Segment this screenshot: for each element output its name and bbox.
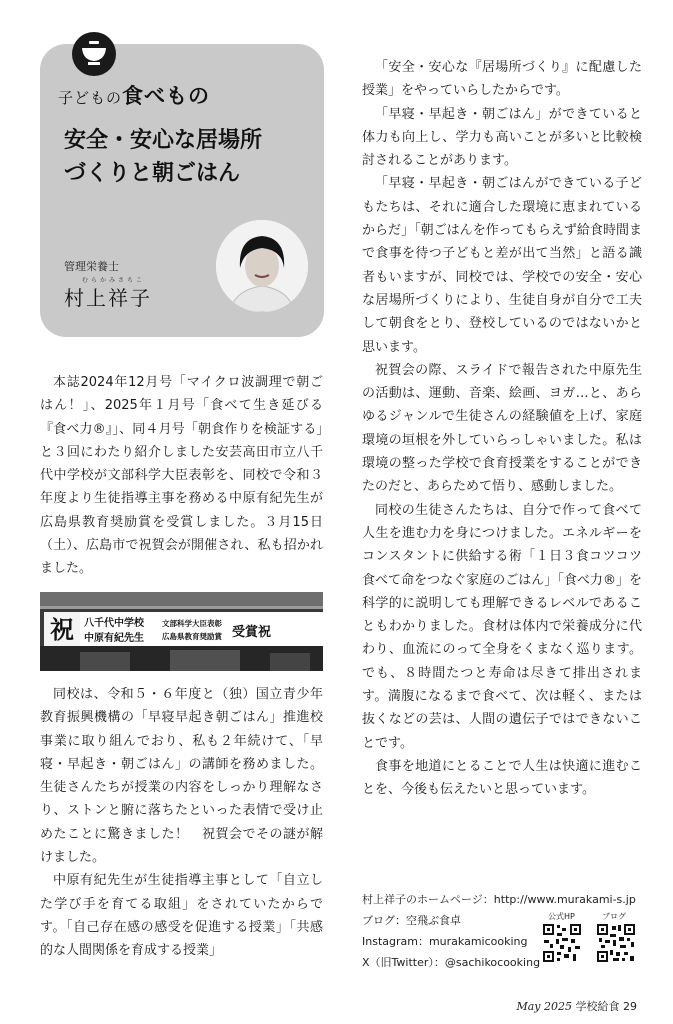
series-label bbox=[58, 80, 210, 110]
celebration-photo bbox=[40, 592, 323, 671]
qr-label-blog: ブログ bbox=[602, 912, 626, 921]
left-column-bottom bbox=[40, 683, 323, 963]
author-name-ruby: むらかみさちこ bbox=[82, 277, 146, 284]
banner-award-3: 受賞祝 bbox=[232, 625, 272, 640]
issue-date: May 2025 bbox=[516, 1000, 572, 1013]
article-title bbox=[64, 124, 319, 190]
paragraph: 食事を地道にとることで人生は快適に進むことを、今後も伝えたいと思っています。 bbox=[362, 758, 642, 798]
rice-bowl-icon bbox=[72, 32, 116, 76]
banner-award-1: 文部科学大臣表彰 bbox=[162, 619, 222, 628]
paragraph: 「早寝・早起き・朝ごはん」ができていると体力も向上し、学力も高いことが多いと比較検討されることがあります。 bbox=[362, 106, 642, 169]
qr-label-official-hp: 公式HP bbox=[548, 912, 575, 921]
banner-teacher-name: 中原有紀先生 bbox=[84, 633, 144, 644]
paragraph: 同校は、令和５・６年度と（独）国立青少年教育振興機構の「早寝早起き朝ごはん」推進校事業に取り組んでおり、私も２年続けて、「早寝・早起き・朝ごはん」の講師を務めました。生徒さんたちが授業の内容をしっかり理解なさり、ストンと腑に落ちたといった表情で受け止めたことに驚きました！ 祝賀会でその謎が解けました。 bbox=[40, 687, 323, 866]
magazine-name: 学校給食 bbox=[575, 1000, 620, 1013]
page-footer bbox=[516, 998, 637, 1014]
qr-code-blog-icon[interactable] bbox=[596, 923, 636, 963]
paragraph: 「早寝・早起き・朝ごはんができている子どもたちは、それに適合した環境に恵まれているからだ」「朝ごはんを作ってもらえず給食時間まで食事を待つ子どもと差が出て当然」と語る識者もいますが、同校では、学校での安全・安心な居場所づくりにより、生徒自身が自分で工夫して朝食をとり、登校しているのではないかと思います。 bbox=[362, 176, 642, 355]
author-name: 村上祥子 bbox=[64, 286, 152, 310]
banner-school-name: 八千代中学校 bbox=[84, 618, 144, 629]
blog-name: ブログ：空飛ぶ食卓 bbox=[362, 914, 461, 927]
left-column-top bbox=[40, 371, 323, 581]
right-column bbox=[362, 56, 642, 802]
paragraph: 同校の生徒さんたちは、自分で作って食べて人生を進む力を身につけました。エネルギーをコンスタントに供給する術「１日３食コツコツ食べて命をつなぐ家庭のごはん」「食べ力®」を科学的に説明しても理解できるレベルであることもわかりました。食材は体内で栄養成分に代わり、血流にのって全身をくまなく巡ります。でも、８時間たつと寿命は尽きて排出されます。満腹になるまで食べて、次は軽く、または抜くなどの芸は、人間の遺伝子ではできないことです。 bbox=[362, 502, 642, 751]
series-main: 食べもの bbox=[122, 84, 211, 108]
paragraph: 祝賀会の際、スライドで報告された中原先生の活動は、運動、音楽、絵画、ヨガ…と、あらゆるジャンルで生徒さんの経験値を上げ、家庭環境の垣根を外していらっしゃいました。私は環境の整った学校で食育授業をすることができたのだと、あらためて悟り、感動しました。 bbox=[362, 362, 642, 495]
paragraph: 「安全・安心な『居場所づくり』に配慮した授業」をやっていらしたからです。 bbox=[362, 60, 642, 99]
banner-award-2: 広島県教育奨励賞 bbox=[162, 632, 222, 641]
paragraph: 中原有紀先生が生徒指導主事として「自立した学び手を育てる取組」をされていたからです。「自己存在感の感受を促進する授業」「共感的な人間関係を育成する授業」 bbox=[40, 873, 323, 959]
instagram-handle[interactable]: Instagram：murakamicooking bbox=[362, 935, 528, 948]
author-portrait bbox=[216, 220, 308, 312]
qr-code-official-hp-icon[interactable] bbox=[542, 923, 582, 963]
banner-celebration-char: 祝 bbox=[50, 616, 74, 644]
article-title-line2: づくりと朝ごはん bbox=[64, 161, 241, 186]
x-handle[interactable]: X（旧Twitter）：@sachikocooking bbox=[362, 956, 541, 969]
article-title-line1: 安全・安心な居場所 bbox=[64, 128, 263, 153]
page-number: 29 bbox=[623, 1000, 637, 1013]
series-prefix: 子どもの bbox=[58, 89, 123, 107]
homepage-link[interactable]: 村上祥子のホームページ：http://www.murakami-s.jp bbox=[362, 893, 636, 906]
author-role: 管理栄養士 bbox=[64, 260, 119, 273]
paragraph: 本誌2024年12月号「マイクロ波調理で朝ごはん！」、2025年１月号「食べて生き延びる『食べ力®』」、同４月号「朝食作りを検証する」と３回にわたり紹介しました安芸高田市立八千代中学校が文部科学大臣表彰を、同校で令和３年度より生徒指導主事を務める中原有紀先生が広島県教育奨励賞を受賞しました。３月15日（土）、広島市で祝賀会が開催され、私も招かれました。 bbox=[40, 375, 323, 577]
